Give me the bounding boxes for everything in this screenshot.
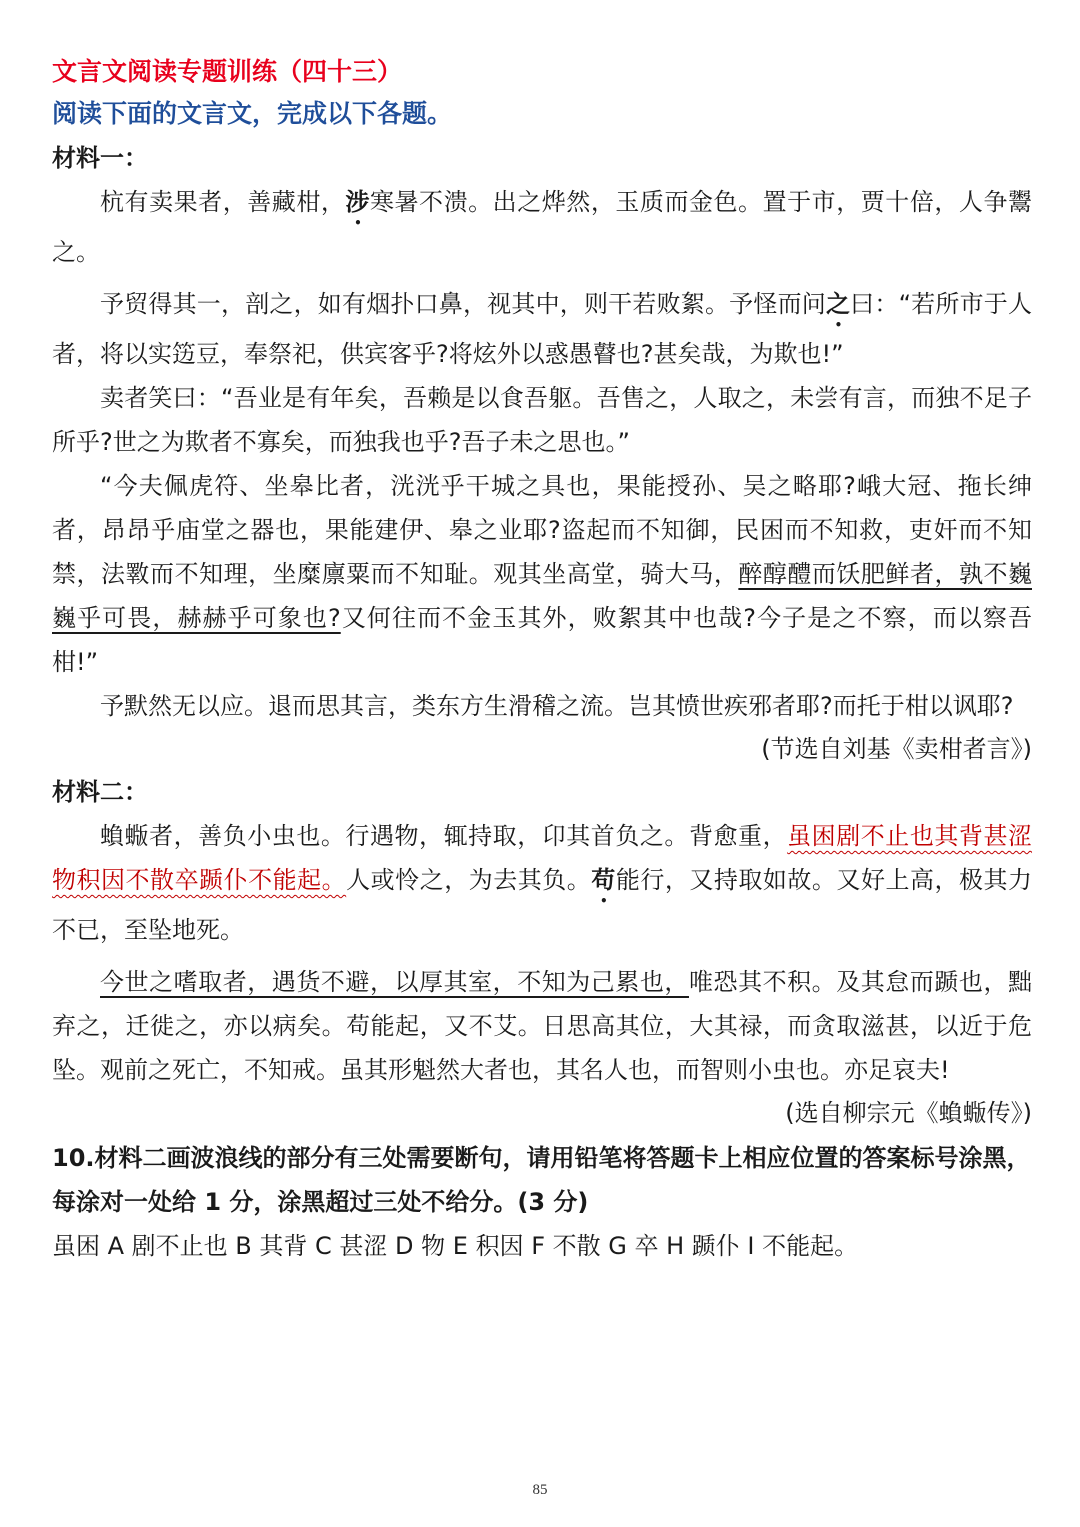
question-options: 虽困 A 剧不止也 B 其背 C 甚涩 D 物 E 积因 F 不散 G 卒 H 踬仆 I 不能起。 <box>52 1232 859 1260</box>
question-10: 10.材料二画波浪线的部分有三处需要断句，请用铅笔将答题卡上相应位置的答案标号涂黑，每涂对一处给 1 分，涂黑超过三处不给分。(3 分) <box>52 1144 1031 1216</box>
page-title: 文言文阅读专题训练（四十三） <box>52 57 403 86</box>
text-span: 能行，又持取如故。又好上高，极其力不已，至坠地死。 <box>52 866 1033 944</box>
emphasis-dot-char: 涉 <box>345 188 370 216</box>
emphasis-dot-char: 之 <box>825 290 851 318</box>
text-span: 唯恐其不积。及其怠而踬也，黜弃之，迁徙之，亦以病矣。苟能起，又不艾。日思高其位，大其禄，而贪取滋甚，以近于危坠。观前之死亡，不知戒。虽其形魁然大者也，其名人也，而智则小虫也。亦足哀夫! <box>52 968 1033 1084</box>
material1-paragraph-4 <box>52 464 1032 684</box>
material1-paragraph-1 <box>52 180 1032 274</box>
text-span: 寒暑不溃。出之烨然，玉质而金色。置于市，贾十倍，人争鬻之。 <box>52 188 1033 266</box>
material2-paragraph-2 <box>52 960 1032 1092</box>
material2-paragraph-1 <box>52 814 1032 952</box>
document-page <box>52 52 1032 1268</box>
instruction: 阅读下面的文言文，完成以下各题。 <box>52 99 453 128</box>
material1-source: (节选自刘基《卖柑者言》) <box>761 735 1032 763</box>
underlined-sentence: 今世之嗜取者，遇货不避，以厚其室，不知为己累也， <box>100 968 689 996</box>
underlined-sentence: 醉醇醴而饫肥鲜者，孰不巍巍乎可畏，赫赫乎可象也? <box>52 560 1032 632</box>
page-number: 85 <box>532 1482 548 1498</box>
text-span: 予贸得其一，剖之，如有烟扑口鼻，视其中，则干若败絮。予怪而问 <box>100 290 826 318</box>
text-span: 杭有卖果者，善藏柑， <box>100 188 346 216</box>
text-span: 曰：“若所市于人者，将以实笾豆，奉祭祀，供宾客乎?将炫外以惑愚瞽也?甚矣哉，为欺也!” <box>52 290 1032 368</box>
text-span: “今夫佩虎符、坐皋比者，洸洸乎干城之具也，果能授孙、吴之略耶?峨大冠、拖长绅者，昂昂乎庙堂之器也，果能建伊、皋之业耶?盗起而不知御，民困而不知救，吏奸而不知禁，法斁而不知理，坐糜廪粟而不知耻。观其坐高堂，骑大马， <box>52 472 1032 588</box>
text-span: 蝜蝂者，善负小虫也。行遇物，辄持取，卬其首负之。背愈重， <box>100 822 788 850</box>
material1-paragraph-3: 卖者笑曰：“吾业是有年矣，吾赖是以食吾躯。吾售之，人取之，未尝有言，而独不足子所乎?世之为欺者不寡矣，而独我也乎?吾子未之思也。” <box>52 384 1032 456</box>
text-span: 又何往而不金玉其外，败絮其中也哉?今子是之不察，而以察吾柑!” <box>52 604 1032 676</box>
text-span: 人或怜之，为去其负。 <box>346 866 592 894</box>
material1-paragraph-2 <box>52 282 1032 376</box>
emphasis-dot-char: 苟 <box>591 866 616 894</box>
material2-heading: 材料二： <box>52 778 148 806</box>
wavy-underlined-sentence: 虽困剧不止也其背甚涩物积因不散卒踬仆不能起。 <box>52 822 1033 894</box>
material2-source: (选自柳宗元《蝜蝂传》) <box>785 1099 1032 1127</box>
material1-heading: 材料一： <box>52 144 148 172</box>
material1-paragraph-5: 予默然无以应。退而思其言，类东方生滑稽之流。岂其愤世疾邪者耶?而托于柑以讽耶? <box>100 692 1014 720</box>
